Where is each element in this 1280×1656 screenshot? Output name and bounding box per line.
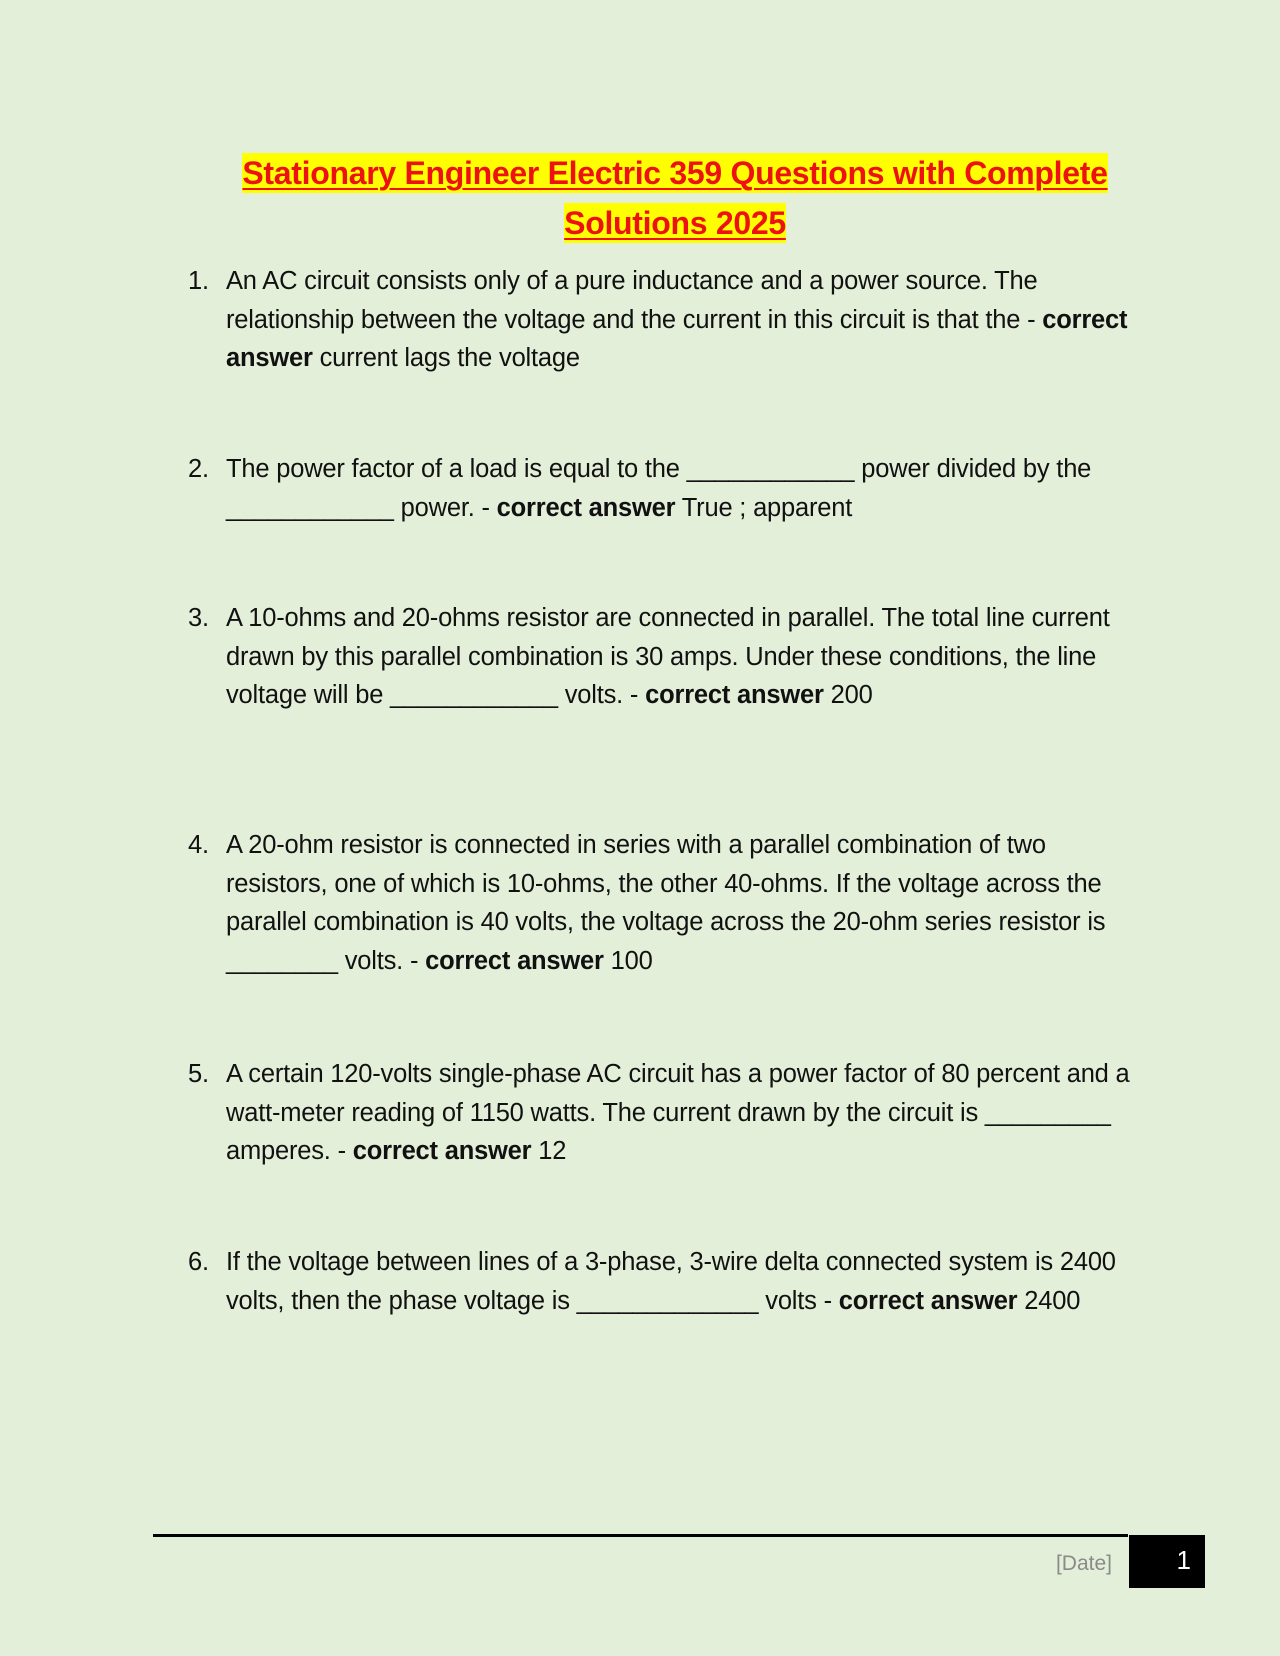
question-item <box>180 262 1130 378</box>
question-text: An AC circuit consists only of a pure inductance and a power source. The relationship between the voltage and the current in this circuit is that the - <box>226 267 1043 334</box>
question-number: 2. <box>188 455 209 483</box>
question-item <box>180 1243 1130 1320</box>
question-item <box>180 1055 1130 1171</box>
question-text: A 10-ohms and 20-ohms resistor are connected in parallel. The total line current drawn by this parallel combination is 30 amps. Under these conditions, the line voltage will be ____________ volts. - <box>226 604 1110 709</box>
answer-label: correct answer <box>645 681 824 709</box>
answer-text: current lags the voltage <box>312 344 580 372</box>
title-line-2: Solutions 2025 <box>564 205 786 241</box>
question-number: 3. <box>188 604 209 632</box>
answer-label: correct answer <box>838 1286 1018 1315</box>
answer-text: 12 <box>531 1137 567 1165</box>
question-text: If the voltage between lines of a 3-phase, 3-wire delta connected system is 2400 volts, then the phase voltage is _____________ volts - <box>226 1248 1116 1315</box>
question-text: The power factor of a load is equal to the ____________ power divided by the ____________ power. - <box>226 455 1092 522</box>
question-number: 6. <box>188 1248 209 1276</box>
question-text: A certain 120-volts single-phase AC circuit has a power factor of 80 percent and a watt-meter reading of 1150 watts. The current drawn by the circuit is _________ amperes. - <box>226 1060 1130 1165</box>
question-number: 4. <box>188 831 209 859</box>
answer-text: 2400 <box>1017 1286 1081 1315</box>
answer-text: 100 <box>603 946 653 975</box>
question-number: 1. <box>188 267 209 295</box>
answer-label: correct answer <box>496 493 676 522</box>
footer-divider <box>153 1534 1128 1537</box>
footer-date: [Date] <box>1055 1552 1112 1575</box>
question-item <box>180 450 1130 527</box>
answer-text: 200 <box>823 681 873 709</box>
page-number: 1 <box>1129 1535 1205 1588</box>
answer-label: correct answer <box>425 946 604 975</box>
title-line-1: Stationary Engineer Electric 359 Questions with Complete <box>242 155 1108 191</box>
question-text: A 20-ohm resistor is connected in series with a parallel combination of two resistors, one of which is 10-ohms, the other 40-ohms. If the voltage across the parallel combination is 40 volts, the voltage across the 20-ohm series resistor is ________ volts. - <box>226 831 1106 975</box>
answer-label: correct answer <box>226 305 1128 372</box>
question-number: 5. <box>188 1060 209 1088</box>
answer-text: True ; apparent <box>675 493 853 522</box>
answer-label: correct answer <box>352 1137 532 1165</box>
question-item <box>180 599 1130 715</box>
document-title <box>150 148 1200 248</box>
question-item <box>180 826 1130 980</box>
